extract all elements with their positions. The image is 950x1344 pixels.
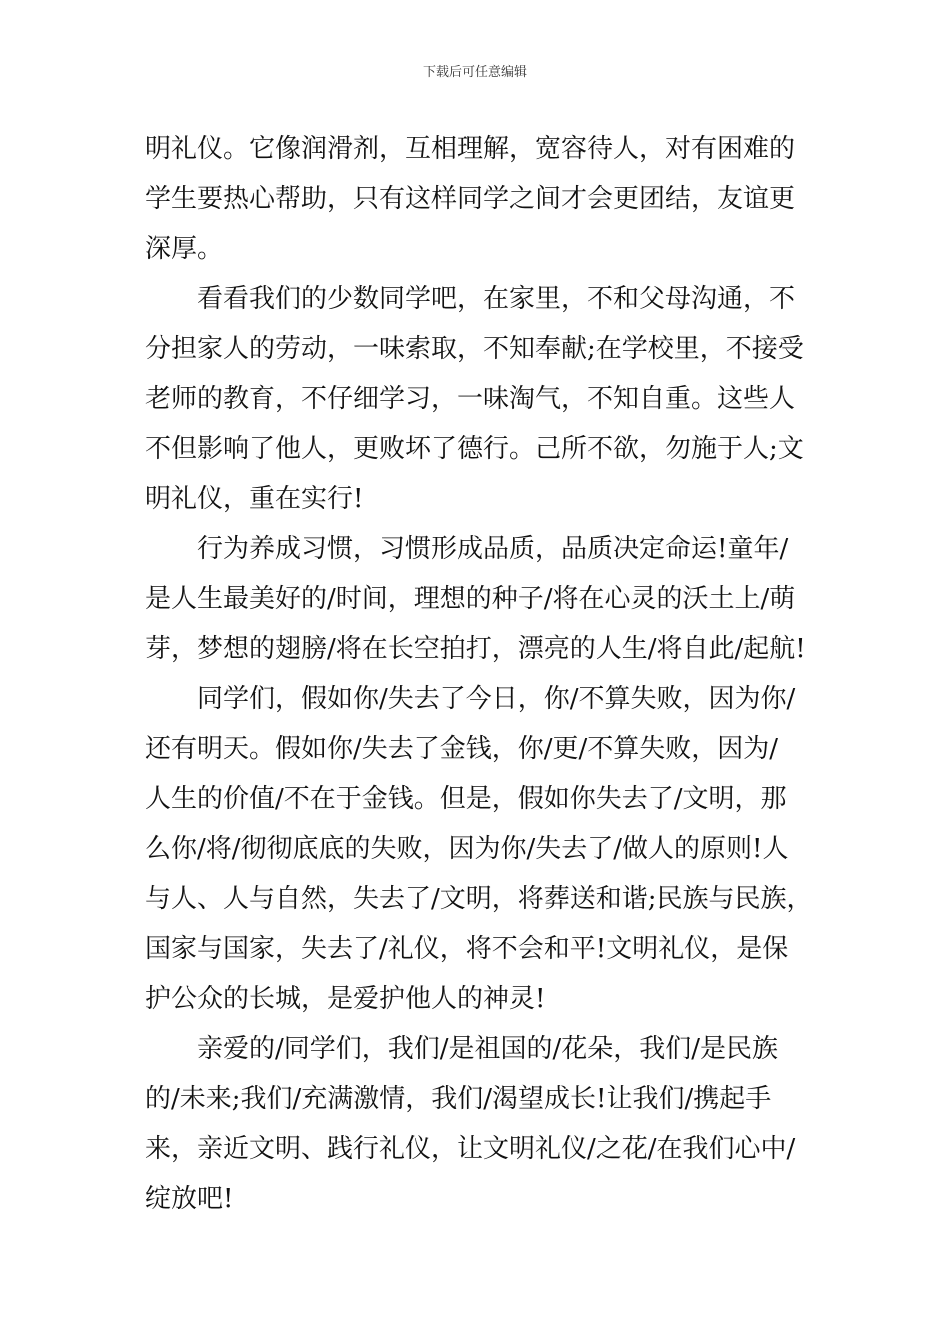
document-body (145, 124, 825, 1224)
text-line: 老师的教育，不仔细学习，一味淘气，不知自重。这些人 (145, 384, 796, 414)
text-line: 学生要热心帮助，只有这样同学之间才会更团结，友谊更 (145, 184, 796, 214)
text-line: 同学们，假如你/失去了今日，你/不算失败，因为你/ (197, 684, 796, 714)
text-line: 人生的价值/不在于金钱。但是，假如你失去了/文明，那 (145, 784, 787, 814)
text-line: 分担家人的劳动，一味索取，不知奉献;在学校里，不接受 (145, 334, 804, 364)
page-header-note: 下载后可任意编辑 (422, 65, 527, 80)
text-line: 芽，梦想的翅膀/将在长空拍打，漂亮的人生/将自此/起航! (145, 634, 806, 664)
text-line: 行为养成习惯，习惯形成品质，品质决定命运!童年/ (197, 534, 789, 564)
text-line: 国家与国家，失去了/礼仪，将不会和平!文明礼仪，是保 (145, 934, 789, 964)
text-line: 亲爱的/同学们，我们/是祖国的/花朵，我们/是民族 (197, 1034, 779, 1064)
text-line: 么你/将/彻彻底底的失败，因为你/失去了/做人的原则!人 (145, 834, 789, 864)
text-line: 来，亲近文明、践行礼仪，让文明礼仪/之花/在我们心中/ (145, 1134, 796, 1164)
text-line: 明礼仪，重在实行! (145, 484, 364, 514)
text-line: 绽放吧! (145, 1184, 234, 1214)
text-line: 的/未来;我们/充满激情，我们/渴望成长!让我们/携起手 (145, 1084, 772, 1114)
text-line: 看看我们的少数同学吧，在家里，不和父母沟通，不 (197, 284, 796, 314)
text-line: 深厚。 (145, 234, 224, 264)
text-line: 明礼仪。它像润滑剂，互相理解，宽容待人，对有困难的 (145, 134, 796, 164)
text-line: 不但影响了他人，更败坏了德行。己所不欲，勿施于人;文 (145, 434, 804, 464)
text-line: 是人生最美好的/时间，理想的种子/将在心灵的沃土上/萌 (145, 584, 796, 614)
text-line: 护公众的长城，是爱护他人的神灵! (145, 984, 546, 1014)
text-line: 还有明天。假如你/失去了金钱，你/更/不算失败，因为/ (145, 734, 779, 764)
text-line: 与人、人与自然，失去了/文明，将葬送和谐;民族与民族， (145, 884, 813, 914)
